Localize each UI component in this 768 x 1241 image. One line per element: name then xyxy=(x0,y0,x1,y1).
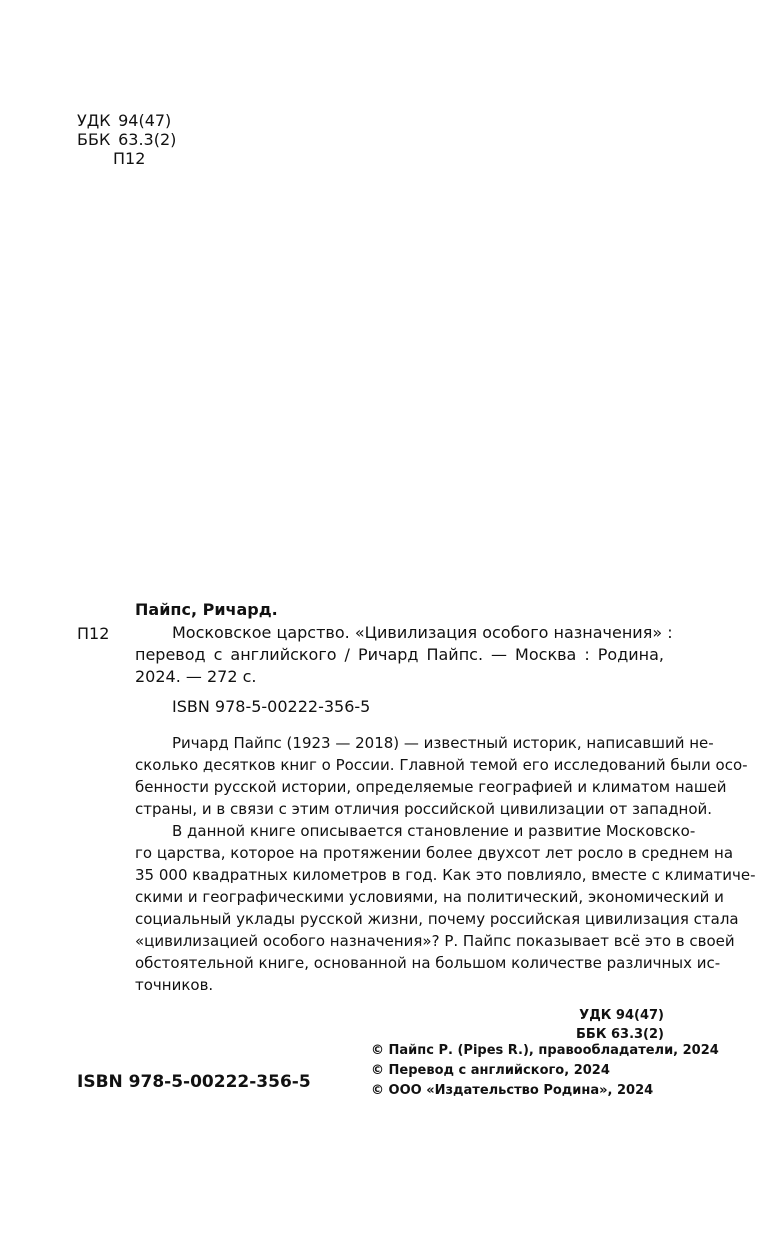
bbk-row xyxy=(77,130,176,149)
annotation-line: бенности русской истории, определяемые географией и климатом нашей xyxy=(135,778,727,796)
author-mark-top: П12 xyxy=(113,149,146,168)
annotation-line: обстоятельной книге, основанной на большом количестве различных ис- xyxy=(135,954,721,972)
annotation-line: В данной книге описывается становление и развитие Московско- xyxy=(172,822,696,840)
annotation-line: Ричард Пайпс (1923 — 2018) — известный историк, написавший не- xyxy=(172,734,714,752)
annotation-line: 35 000 квадратных километров в год. Как это повлияло, вместе с климатиче- xyxy=(135,866,756,884)
annotation-line: «цивилизацией особого назначения»? Р. Пайпс показывает всё это в своей xyxy=(135,932,735,950)
copyright-line: © ООО «Издательство Родина», 2024 xyxy=(371,1083,654,1098)
isbn-record: ISBN 978-5-00222-356-5 xyxy=(172,697,371,716)
isbn-bold: ISBN 978-5-00222-356-5 xyxy=(77,1072,311,1092)
classification-top xyxy=(77,111,176,168)
bib-line-3: 2024. — 272 с. xyxy=(135,667,257,686)
author-heading: Пайпс, Ричард. xyxy=(135,600,278,619)
annotation-line: социальный уклады русской жизни, почему российская цивилизация стала xyxy=(135,910,739,928)
copyright-block xyxy=(371,1041,719,1101)
annotation-line: точников. xyxy=(135,976,214,994)
udk-bottom: УДК 94(47) xyxy=(579,1008,664,1023)
bbk-bottom: ББК 63.3(2) xyxy=(576,1027,664,1042)
bib-line-1: Московское царство. «Цивилизация особого назначения» : xyxy=(172,623,673,642)
udk-value: 94(47) xyxy=(118,111,172,130)
udk-label: УДК xyxy=(77,111,111,130)
author-mark: П12 xyxy=(77,624,110,643)
author-mark-row xyxy=(77,149,176,168)
copyright-line: © Пайпс Р. (Pipes R.), правообладатели, 2024 xyxy=(371,1043,719,1058)
bbk-label: ББК xyxy=(77,130,111,149)
bbk-value: 63.3(2) xyxy=(118,130,177,149)
classification-bottom xyxy=(560,1006,664,1044)
udk-row xyxy=(77,111,176,130)
annotation-line: страны, и в связи с этим отличия российской цивилизации от западной. xyxy=(135,800,713,818)
copyright-line: © Перевод с английского, 2024 xyxy=(371,1063,610,1078)
annotation-line: го царства, которое на протяжении более двухсот лет росло в среднем на xyxy=(135,844,734,862)
annotation-line: скими и географическими условиями, на политический, экономический и xyxy=(135,888,724,906)
annotation-line: сколько десятков книг о России. Главной темой его исследований были осо- xyxy=(135,756,748,774)
bib-line-2: перевод с английского / Ричард Пайпс. — Москва : Родина, xyxy=(135,645,664,664)
